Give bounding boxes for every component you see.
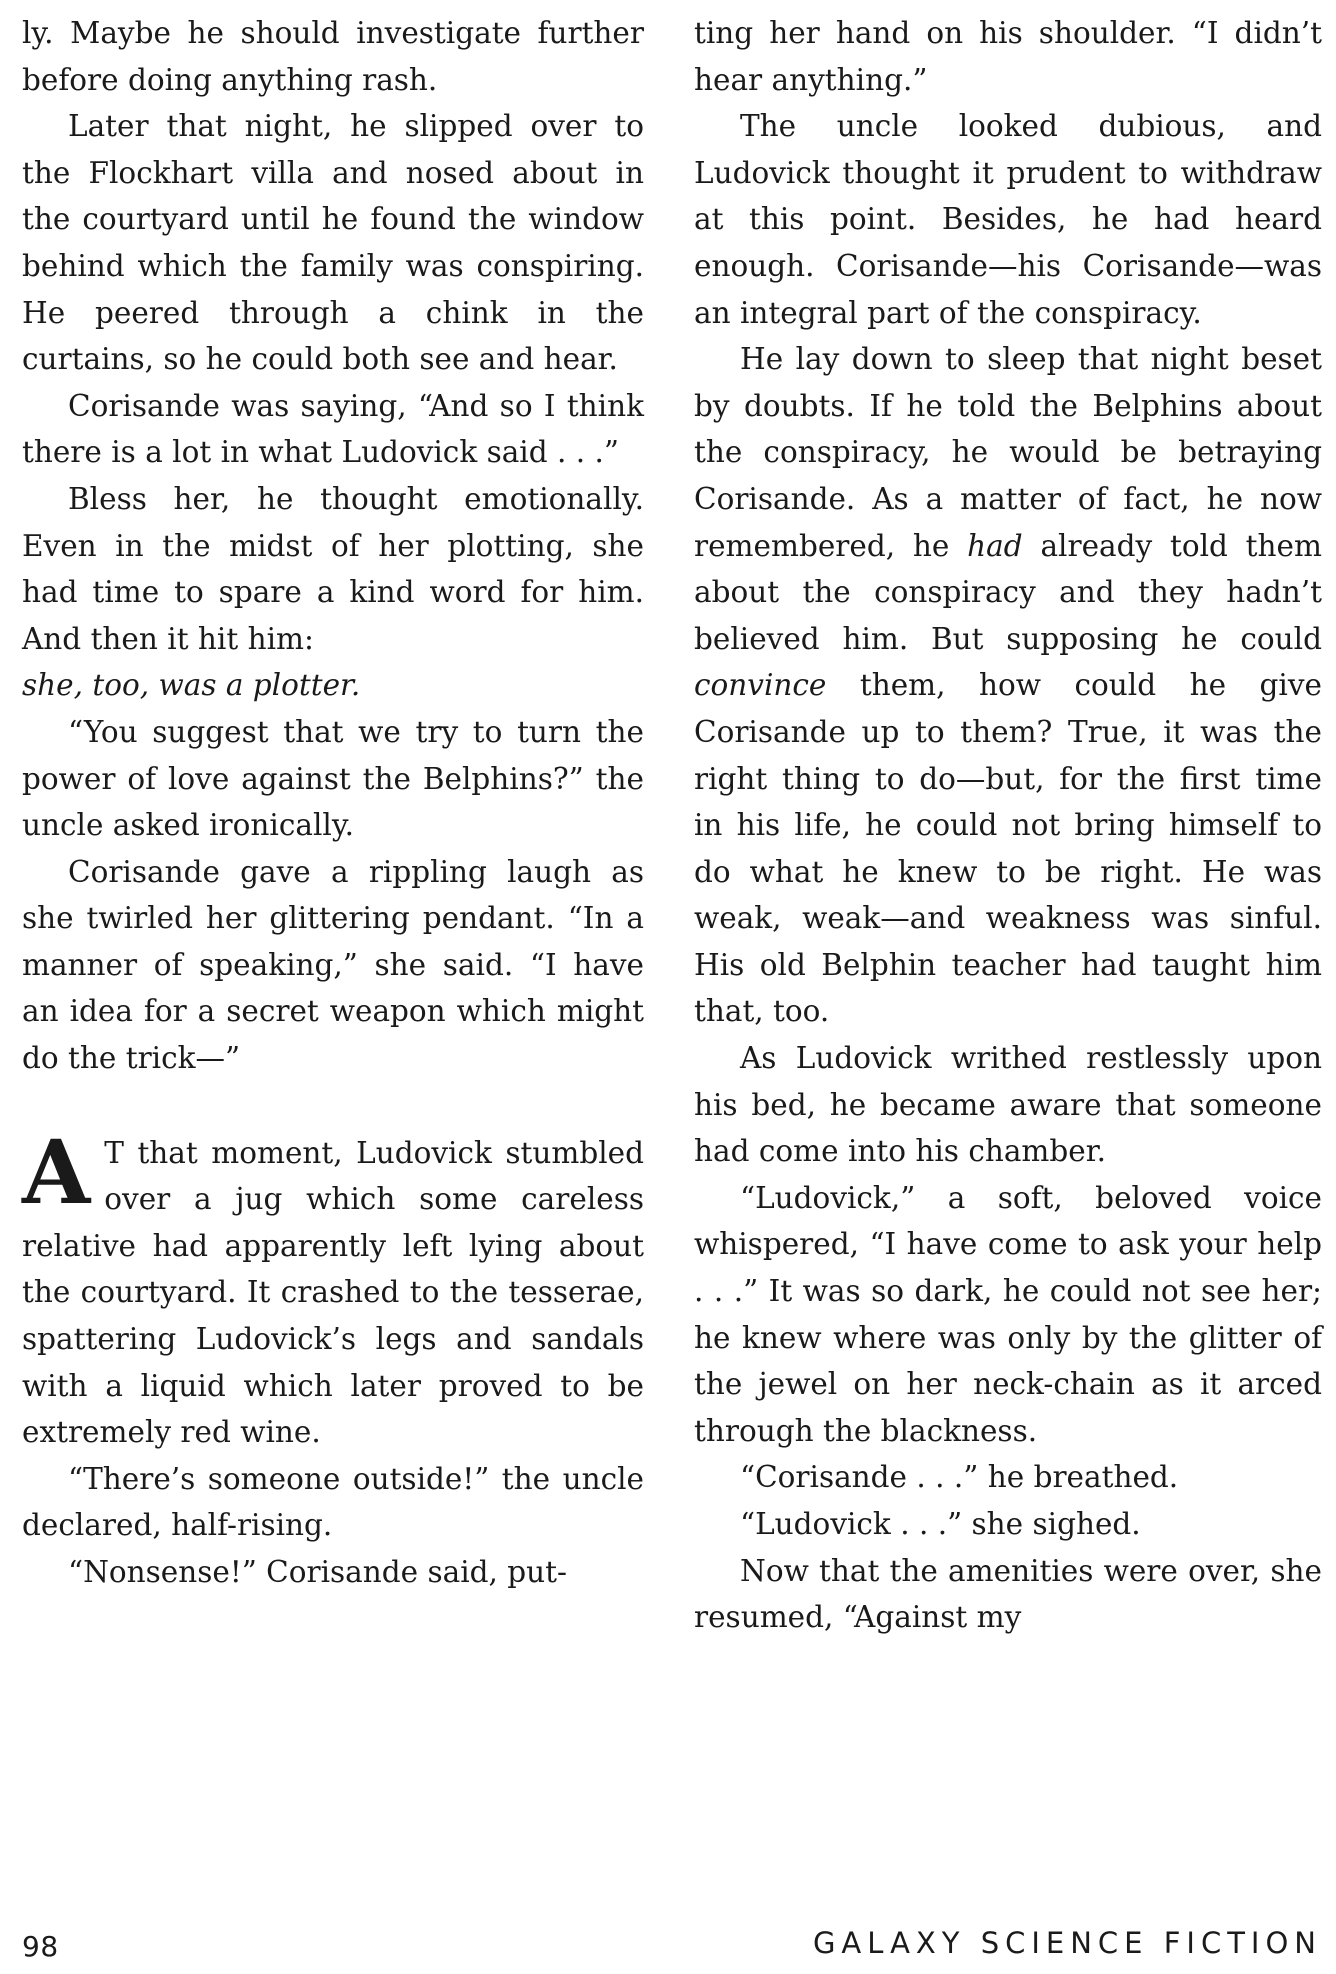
italic-word: convince bbox=[694, 668, 827, 703]
paragraph: ting her hand on his shoulder. “I didn’t hear anything.” bbox=[694, 16, 1322, 97]
running-head: GALAXY SCIENCE FICTION bbox=[812, 1926, 1322, 1960]
page-number: 98 bbox=[22, 1930, 59, 1963]
section-break bbox=[22, 1082, 644, 1130]
paragraph: “Corisande . . .” he breathed. bbox=[740, 1460, 1179, 1495]
paragraph: Later that night, he slipped over to the Flockhart villa and nosed about in the courtyard until he found the window behind which the family was conspiring. He peered through a chink in the curtains, so he could both see and hear. bbox=[22, 109, 644, 377]
paragraph: “Ludovick . . .” she sighed. bbox=[740, 1507, 1141, 1541]
paragraph: Now that the amenities were over, she resumed, “Against my bbox=[694, 1553, 1322, 1635]
paragraph: “There’s someone outside!” the uncle declared, half-rising. bbox=[22, 1461, 644, 1543]
paragraph: As Ludovick writhed restlessly upon his bed, he became aware that someone had come into his chamber. bbox=[694, 1041, 1322, 1169]
paragraph: The uncle looked dubious, and Ludovick thought it prudent to withdraw at this point. Besides, he had heard enough. Corisande—his Corisande—was an integral part of the conspiracy. bbox=[694, 109, 1322, 330]
paragraph-text: Bless her, he thought emotionally. Even in the midst of her plotting, she had time to spare a kind word for him. And then it hit him: bbox=[22, 481, 644, 656]
paragraph-text: He lay down to sleep that night beset by doubts. If he told the Belphins about the conspiracy, he would be betraying Corisande. As a matter of fact, he now remembered, he bbox=[694, 342, 1322, 563]
paragraph: “Nonsense!” Corisande said, put- bbox=[68, 1555, 567, 1589]
italic-phrase: she, too, was a plotter. bbox=[22, 668, 361, 703]
paragraph: “Ludovick,” a soft, beloved voice whispered, “I have come to ask your help . . .” It was so dark, he could not see her; he knew where was only by the glitter of the jewel on her neck-chain as it arced through the blackness. bbox=[694, 1180, 1322, 1448]
paragraph: Corisande was saying, “And so I think there is a lot in what Ludovick said . . .” bbox=[22, 388, 644, 470]
paragraph-text: T that moment, Ludovick stumbled over a jug which some careless relative had apparently left lying about the courtyard. It crashed to the tesserae, spattering Ludovick’s legs and sandals with a liquid which later proved to be extremely red wine. bbox=[22, 1135, 644, 1450]
paragraph: ly. Maybe he should investigate further before doing anything rash. bbox=[22, 16, 644, 97]
left-column bbox=[22, 10, 644, 1596]
italic-word: had bbox=[967, 528, 1023, 563]
right-column bbox=[694, 10, 1322, 1641]
paragraph bbox=[22, 476, 644, 709]
paragraph: Corisande gave a rippling laugh as she twirled her glittering pendant. “In a manner of speaking,” she said. “I have an idea for a secret weapon which might do the trick—” bbox=[22, 854, 644, 1076]
paragraph-with-dropcap bbox=[22, 1119, 644, 1456]
paragraph bbox=[694, 336, 1322, 1035]
paragraph: “You suggest that we try to turn the power of love against the Belphins?” the uncle asked ironically. bbox=[22, 714, 644, 843]
paragraph-text: them, how could he give Corisande up to them? True, it was the right thing to do—but, for the first time in his life, he could not bring himself to do what he knew to be right. He was weak, weak—and weakness was sinful. His old Belphin teacher had taught him that, too. bbox=[694, 668, 1322, 1029]
paragraph-text: already told them about the conspiracy and they hadn’t believed him. But supposing he could bbox=[694, 528, 1322, 656]
drop-cap: A bbox=[22, 1119, 91, 1224]
